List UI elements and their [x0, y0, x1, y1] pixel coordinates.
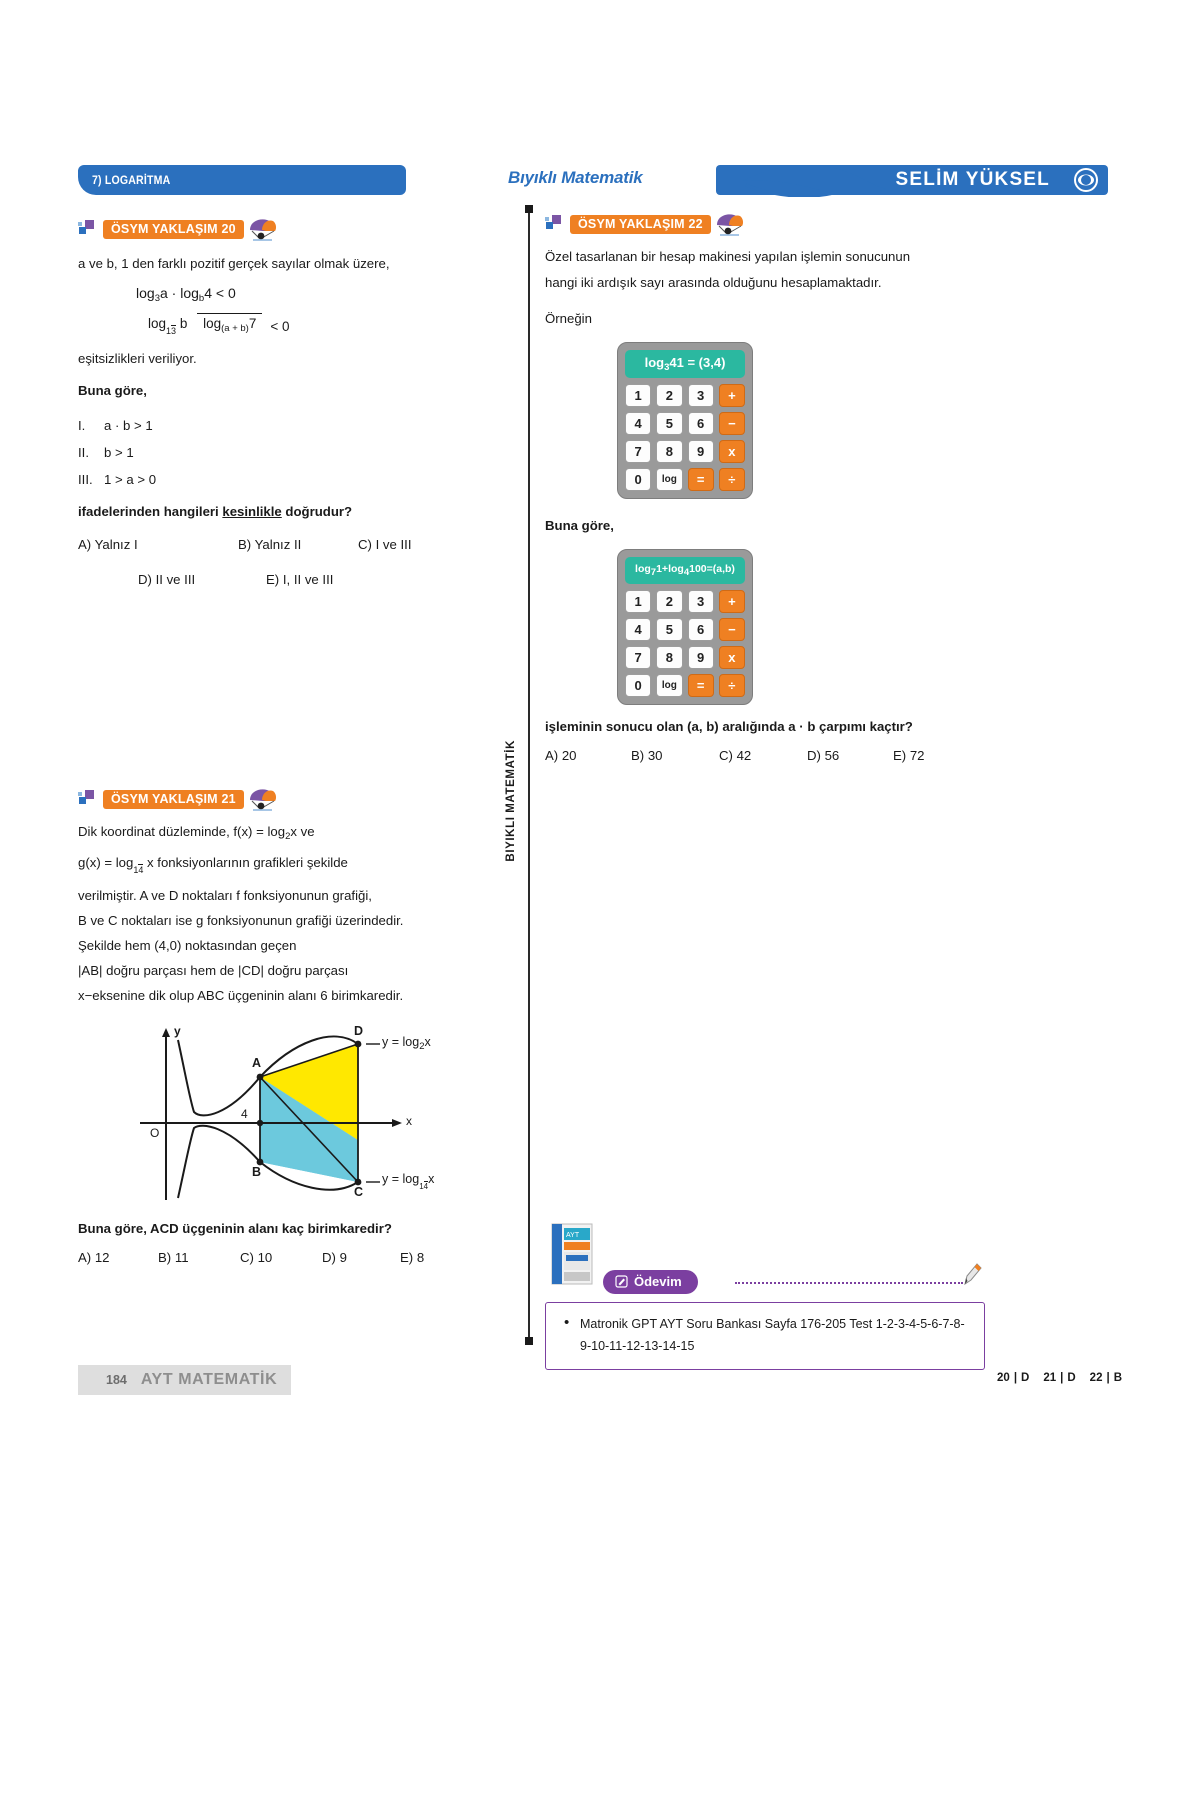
screen-lead: log — [644, 355, 665, 370]
answer-value: B — [1113, 1372, 1122, 1384]
footer-accent-block — [78, 1365, 100, 1395]
log-base: 3 — [154, 293, 160, 304]
answer-entry: 22 | B — [1089, 1372, 1122, 1384]
point-tick-4 — [257, 1120, 263, 1126]
key-9[interactable]: 9 — [688, 646, 714, 669]
screen-arg-1: 1+log — [656, 563, 684, 575]
squares-icon — [78, 790, 98, 808]
q21-line-6: |AB| doğru parçası hem de |CD| doğru parçası — [78, 963, 349, 978]
key-plus[interactable]: + — [719, 384, 745, 407]
key-log[interactable]: log — [656, 674, 682, 697]
approach-label-20: ÖSYM YAKLAŞIM 20 — [103, 220, 244, 239]
key-multiply[interactable]: x — [719, 646, 745, 669]
calculator-row — [625, 590, 745, 613]
screen-lead-1: log — [635, 563, 651, 575]
base-den: 4 — [138, 865, 144, 875]
base-num: 1 — [133, 865, 139, 875]
q20-choices — [78, 537, 478, 587]
q20-ask — [78, 499, 478, 525]
key-6[interactable]: 6 — [688, 412, 714, 435]
base-den: 4 — [423, 1182, 429, 1191]
q21-line-1 — [78, 819, 478, 849]
roman-number: II. — [78, 445, 89, 460]
q21-line-4: B ve C noktaları ise g fonksiyonunun grafiği üzerindedir. — [78, 913, 404, 928]
choice-a[interactable]: A) 12 — [78, 1250, 110, 1265]
point-label-B: B — [252, 1165, 262, 1179]
q22-line-2: hangi iki ardışık sayı arasında olduğunu hesaplamaktadır. — [545, 275, 882, 290]
approach-label-21: ÖSYM YAKLAŞIM 21 — [103, 790, 244, 809]
book-title: AYT MATEMATİK — [135, 1365, 291, 1395]
choice-d[interactable]: D) II ve III — [138, 572, 196, 587]
log-arg: b — [179, 316, 188, 331]
axis-label-y: y — [174, 1024, 181, 1038]
fraction-denominator — [197, 313, 262, 334]
log-base-2: b — [198, 293, 205, 304]
page-number: 184 — [100, 1365, 135, 1395]
key-0[interactable]: 0 — [625, 468, 651, 491]
q21-graph-figure — [128, 1022, 458, 1207]
point-D — [355, 1041, 362, 1048]
key-9[interactable]: 9 — [688, 440, 714, 463]
squares-icon — [545, 215, 565, 233]
key-equals[interactable]: = — [688, 674, 714, 697]
q22-final-question: işleminin sonucu olan (a, b) aralığında a · b çarpımı kaçtır? — [545, 719, 913, 734]
roman-item — [78, 412, 478, 439]
choice-e[interactable]: E) 8 — [400, 1250, 425, 1265]
odevim-header — [603, 1270, 985, 1296]
q21-body — [78, 819, 478, 1008]
q21-line-3: verilmiştir. A ve D noktaları f fonksiyonunun grafiği, — [78, 888, 372, 903]
log-arg: a — [159, 285, 168, 301]
answer-value: D — [1021, 1372, 1030, 1384]
line1-a: Dik koordinat düzleminde, f(x) = log — [78, 824, 286, 839]
fraction-numerator — [142, 316, 197, 336]
log-arg: 7 — [248, 316, 257, 331]
answer-entry: 21 | D — [1043, 1372, 1076, 1384]
base-fraction — [419, 1182, 428, 1191]
line2-b: x fonksiyonlarının grafikleri şekilde — [143, 855, 348, 870]
key-plus[interactable]: + — [719, 590, 745, 613]
brand-header — [508, 165, 1108, 195]
tick-label-4: 4 — [241, 1107, 248, 1121]
calculator-2 — [617, 549, 753, 705]
q20-intro: a ve b, 1 den farklı pozitif gerçek sayılar olmak üzere, — [78, 256, 390, 271]
choice-b[interactable]: B) 30 — [631, 748, 663, 763]
q22-line-1: Özel tasarlanan bir hesap makinesi yapılan işlemin sonucunun — [545, 249, 911, 264]
q22-ornegin: Örneğin — [545, 311, 592, 326]
parachute-icon — [246, 217, 278, 241]
calculator-row — [625, 384, 745, 407]
answer-question: 21 — [1043, 1372, 1057, 1384]
label-lead: y = log — [382, 1035, 420, 1049]
calculator-row — [625, 646, 745, 669]
answer-question: 20 — [997, 1372, 1010, 1384]
x-axis-arrow — [392, 1119, 402, 1127]
key-8[interactable]: 8 — [656, 440, 682, 463]
q22-body — [545, 244, 985, 296]
roman-number: I. — [78, 418, 86, 433]
roman-text: a · b > 1 — [104, 418, 153, 433]
curve-label-top — [382, 1035, 431, 1052]
squares-icon — [78, 220, 98, 238]
log-arg-2: 4 — [204, 285, 213, 301]
log-text: log — [136, 285, 155, 301]
relation: < 0 — [270, 318, 290, 334]
ask-pre: ifadelerinden hangileri — [78, 504, 223, 519]
screen-arg: 41 = (3,4) — [669, 355, 726, 370]
key-8[interactable]: 8 — [656, 646, 682, 669]
base-num: 1 — [419, 1182, 424, 1191]
q22-choices — [545, 748, 985, 763]
calculator-1 — [617, 342, 753, 499]
label-base: 2 — [419, 1041, 425, 1052]
topic-label: 7) LOGARİTMA — [92, 173, 171, 187]
choice-b[interactable]: B) Yalnız II — [238, 537, 302, 552]
roman-item — [78, 466, 478, 493]
left-column — [78, 165, 478, 1265]
choice-c[interactable]: C) 10 — [240, 1250, 273, 1265]
ask-post: doğrudur? — [281, 504, 353, 519]
screen-base: 3 — [664, 362, 670, 373]
page-footer — [78, 1365, 291, 1395]
topic-bar — [78, 165, 406, 195]
key-7[interactable]: 7 — [625, 440, 651, 463]
question-22-tag — [545, 212, 985, 236]
right-column — [545, 212, 985, 763]
q21-final-question: Buna göre, ACD üçgeninin alanı kaç birimkaredir? — [78, 1221, 392, 1236]
key-equals[interactable]: = — [688, 468, 714, 491]
calculator-row — [625, 618, 745, 641]
calculator-row — [625, 412, 745, 435]
odevim-item: • Matronik GPT AYT Soru Bankası Sayfa 176-205 Test 1-2-3-4-5-6-7-8-9-10-11-12-13-14-15 — [558, 1313, 972, 1357]
q21-choices — [78, 1250, 478, 1265]
key-4[interactable]: 4 — [625, 618, 651, 641]
pencil-icon — [961, 1262, 983, 1286]
odevim-body — [545, 1302, 985, 1370]
odevim-title: Ödevim — [634, 1274, 682, 1289]
point-label-C: C — [354, 1185, 364, 1199]
brand-name: SELİM YÜKSEL — [895, 169, 1050, 190]
choice-e[interactable]: E) I, II ve III — [266, 572, 334, 587]
key-log[interactable]: log — [656, 468, 682, 491]
relation: < 0 — [215, 285, 236, 301]
q20-given: eşitsizlikleri veriliyor. — [78, 351, 197, 366]
log-text: log — [148, 316, 167, 331]
side-brand-label: BIYIKLI MATEMATİK — [505, 740, 517, 862]
y-axis-arrow — [162, 1028, 170, 1037]
base-den: 3 — [171, 326, 177, 336]
key-multiply[interactable]: x — [719, 440, 745, 463]
choice-d[interactable]: D) 56 — [807, 748, 840, 763]
line1-b: x ve — [290, 824, 315, 839]
base-num: 1 — [166, 326, 172, 336]
key-3[interactable]: 3 — [688, 384, 714, 407]
parachute-icon — [713, 212, 745, 236]
roman-number: III. — [78, 472, 93, 487]
key-divide[interactable]: ÷ — [719, 468, 745, 491]
label-arg: x — [424, 1035, 431, 1049]
line2-a: g(x) = log — [78, 855, 134, 870]
point-label-A: A — [252, 1056, 262, 1070]
roman-text: 1 > a > 0 — [104, 472, 157, 487]
log-text: log — [203, 316, 222, 331]
key-3[interactable]: 3 — [688, 590, 714, 613]
key-divide[interactable]: ÷ — [719, 674, 745, 697]
key-4[interactable]: 4 — [625, 412, 651, 435]
key-1[interactable]: 1 — [625, 590, 651, 613]
roman-text: b > 1 — [104, 445, 134, 460]
key-0[interactable]: 0 — [625, 674, 651, 697]
ask-emphasis: kesinlikle — [222, 504, 282, 519]
choice-c[interactable]: C) 42 — [719, 748, 752, 763]
q20-buna-gore: Buna göre, — [78, 383, 147, 398]
choice-c[interactable]: C) I ve III — [358, 537, 412, 552]
choice-b[interactable]: B) 11 — [158, 1250, 189, 1265]
key-5[interactable]: 5 — [656, 618, 682, 641]
calculator-row — [625, 468, 745, 491]
q21-line-7: x−eksenine dik olup ABC üçgeninin alanı 6 birimkaredir. — [78, 988, 404, 1003]
axis-label-x: x — [406, 1114, 412, 1128]
calculator-1-screen — [625, 350, 745, 378]
question-21-tag — [78, 787, 478, 811]
answer-value: D — [1067, 1372, 1076, 1384]
label-lead: y = log — [382, 1172, 420, 1186]
screen-base-1: 7 — [650, 567, 657, 578]
screen-base-2: 4 — [683, 567, 690, 578]
calculator-row — [625, 440, 745, 463]
calculator-2-screen — [625, 557, 745, 584]
key-1[interactable]: 1 — [625, 384, 651, 407]
pencil-badge-icon — [615, 1274, 628, 1289]
line1-sub: 2 — [285, 831, 291, 842]
key-minus[interactable]: − — [719, 618, 745, 641]
calculator-row — [625, 674, 745, 697]
key-minus[interactable]: − — [719, 412, 745, 435]
curve-label-bottom — [382, 1172, 434, 1191]
key-2[interactable]: 2 — [656, 590, 682, 613]
base-fraction — [166, 327, 176, 336]
q21-line-5: Şekilde hem (4,0) noktasından geçen — [78, 938, 297, 953]
choice-a[interactable]: A) Yalnız I — [78, 537, 138, 552]
odevim-section — [545, 1270, 985, 1370]
label-arg: x — [428, 1172, 435, 1186]
key-5[interactable]: 5 — [656, 412, 682, 435]
approach-label-22: ÖSYM YAKLAŞIM 22 — [570, 215, 711, 234]
key-6[interactable]: 6 — [688, 618, 714, 641]
svg-text:AYT: AYT — [566, 1232, 580, 1239]
question-20-tag — [78, 217, 478, 241]
dotted-line — [735, 1282, 963, 1284]
choice-d[interactable]: D) 9 — [322, 1250, 347, 1265]
answer-question: 22 — [1089, 1372, 1103, 1384]
point-A — [257, 1074, 264, 1081]
point-label-D: D — [354, 1024, 364, 1038]
q22-buna-gore: Buna göre, — [545, 518, 614, 533]
q21-line-2 — [78, 849, 478, 877]
brand-logo-circle — [1074, 168, 1098, 192]
choice-a[interactable]: A) 20 — [545, 748, 577, 763]
q20-fraction — [142, 316, 290, 336]
answer-key — [997, 1372, 1122, 1384]
brand-left-text: Bıyıklı Matematik — [508, 168, 643, 187]
key-2[interactable]: 2 — [656, 384, 682, 407]
key-7[interactable]: 7 — [625, 646, 651, 669]
answer-entry: 20 | D — [997, 1372, 1030, 1384]
dot-operator: · — [171, 285, 177, 301]
choice-e[interactable]: E) 72 — [893, 748, 925, 763]
odevim-pill — [603, 1270, 698, 1294]
parachute-icon — [246, 787, 278, 811]
roman-item — [78, 439, 478, 466]
q20-roman-list — [78, 412, 478, 493]
origin-label: O — [150, 1126, 160, 1140]
screen-arg-2: 100=(a,b) — [689, 563, 735, 575]
column-divider — [528, 205, 530, 1345]
base-fraction — [133, 866, 143, 875]
log-text-2: log — [180, 285, 199, 301]
log-base: (a + b) — [221, 323, 249, 334]
q20-formula-1 — [136, 285, 478, 304]
